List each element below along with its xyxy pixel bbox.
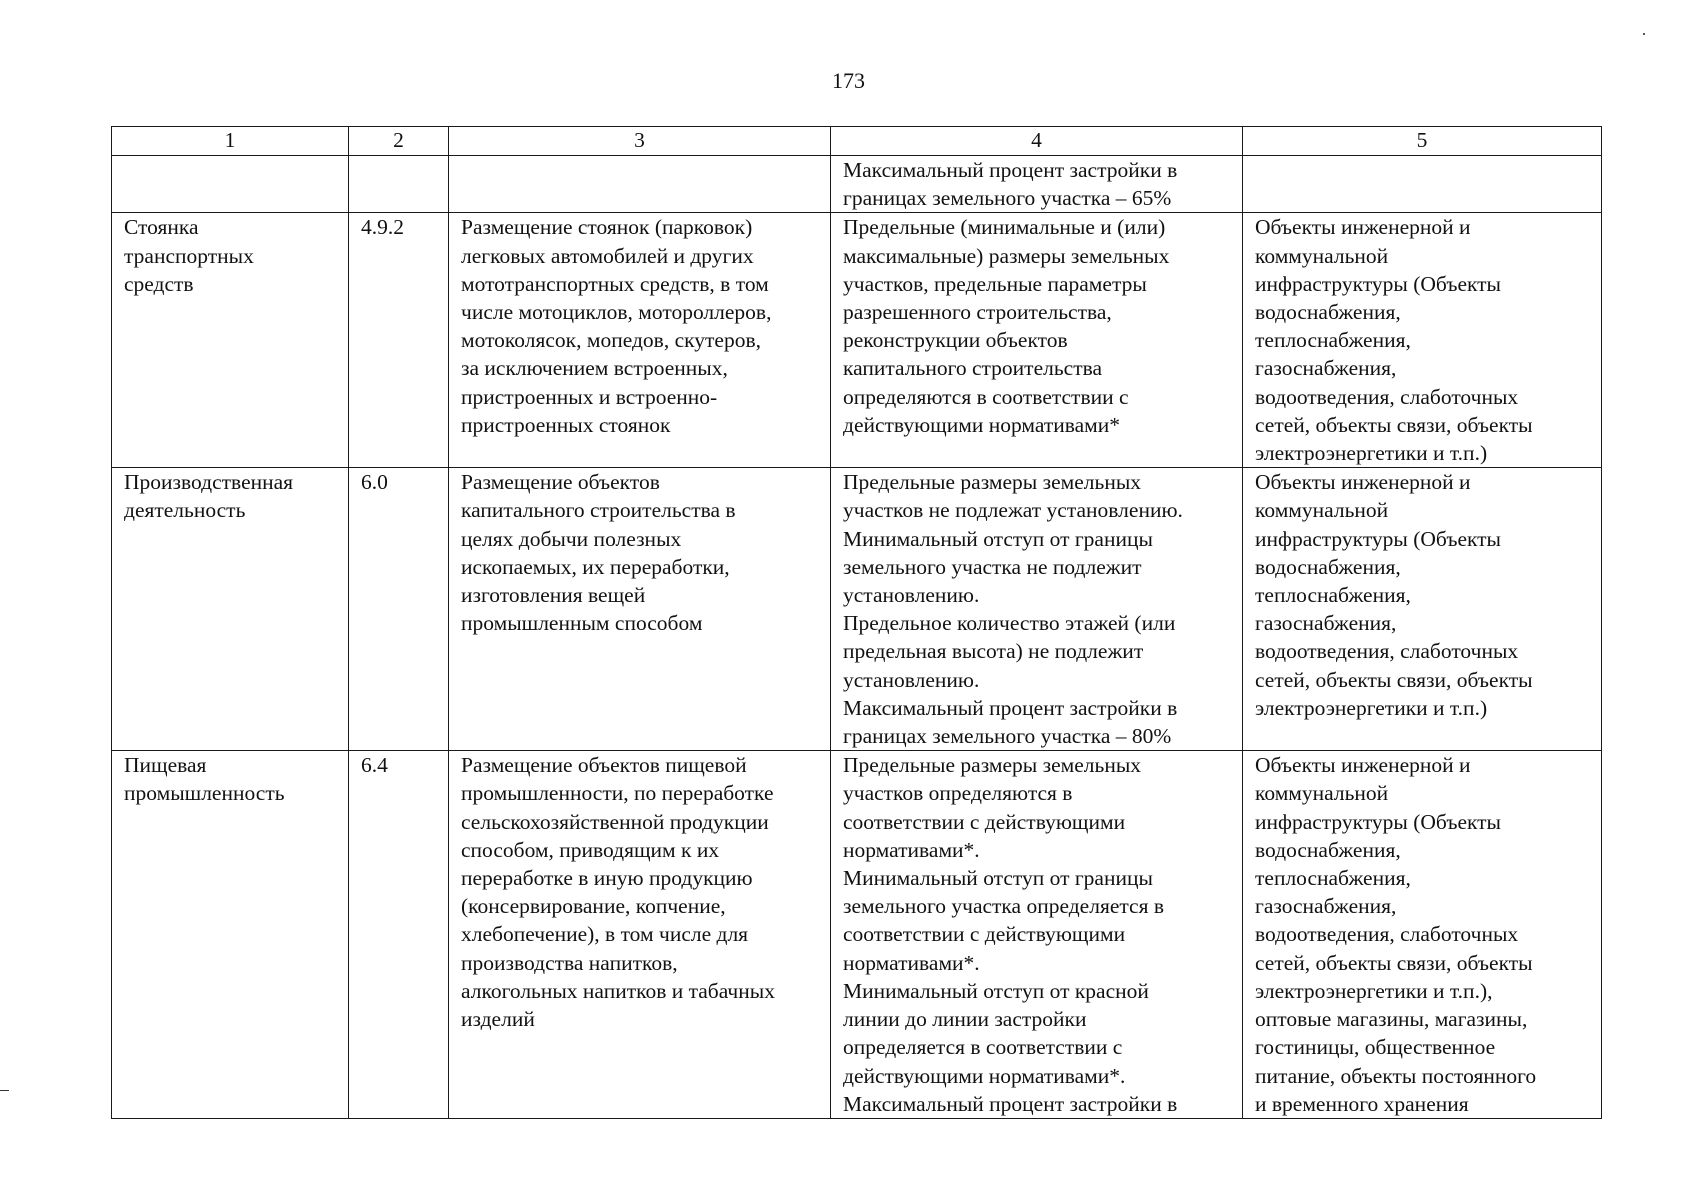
- table-header-row: [112, 127, 1602, 156]
- use-type-code-cell: 6.0: [349, 468, 449, 751]
- header-cell: 3: [449, 127, 831, 156]
- use-description-cell: [449, 156, 831, 213]
- permitted-objects-cell: Объекты инженерной и коммунальной инфраструктуры (Объекты водоснабжения, теплоснабжения, газоснабжения, водоотведения, слаботочных сетей, объекты связи, объекты электроэнергетики и т.п.): [1243, 468, 1602, 751]
- use-description-cell: Размещение объектов пищевой промышленности, по переработке сельскохозяйственной продукции способом, приводящим к их переработке в иную продукцию (консервирование, копчение, хлебопечение), в том числе для производства напитков, алкогольных напитков и табачных изделий: [449, 751, 831, 1119]
- permitted-objects-cell: Объекты инженерной и коммунальной инфраструктуры (Объекты водоснабжения, теплоснабжения, газоснабжения, водоотведения, слаботочных сетей, объекты связи, объекты электроэнергетики и т.п.), оптовые магазины, магазины, гостиницы, общественное питание, объекты постоянного и временного хранения: [1243, 751, 1602, 1119]
- table-row: [112, 751, 1602, 1119]
- land-use-table: [111, 126, 1602, 1119]
- parameters-cell: Максимальный процент застройки в границах земельного участка – 65%: [831, 156, 1243, 213]
- use-type-name-cell: Производственная деятельность: [112, 468, 349, 751]
- header-cell: 1: [112, 127, 349, 156]
- use-type-code-cell: 4.9.2: [349, 213, 449, 468]
- use-description-cell: Размещение объектов капитального строительства в целях добычи полезных ископаемых, их переработки, изготовления вещей промышленным способом: [449, 468, 831, 751]
- scan-edge-mark: [0, 1090, 9, 1091]
- use-description-cell: Размещение стоянок (парковок) легковых автомобилей и других мототранспортных средств, в том числе мотоциклов, мотороллеров, мотоколясок, мопедов, скутеров, за исключением встроенных, пристроенных и встроенно- пристроенных стоянок: [449, 213, 831, 468]
- use-type-name-cell: [112, 156, 349, 213]
- page-number: 173: [832, 68, 865, 93]
- permitted-objects-cell: [1243, 156, 1602, 213]
- parameters-cell: Предельные размеры земельных участков определяются в соответствии с действующими нормативами*. Минимальный отступ от границы земельного участка определяется в соответствии с действующими нормативами*. Минимальный отступ от красной линии до линии застройки определяется в соответствии с действующими нормативами*. Максимальный процент застройки в: [831, 751, 1243, 1119]
- use-type-code-cell: 6.4: [349, 751, 449, 1119]
- parameters-cell: Предельные размеры земельных участков не подлежат установлению. Минимальный отступ от границы земельного участка не подлежит установлению. Предельное количество этажей (или предельная высота) не подлежит установлению. Максимальный процент застройки в границах земельного участка – 80%: [831, 468, 1243, 751]
- parameters-cell: Предельные (минимальные и (или) максимальные) размеры земельных участков, предельные параметры разрешенного строительства, реконструкции объектов капитального строительства определяются в соответствии с действующими нормативами*: [831, 213, 1243, 468]
- use-type-code-cell: [349, 156, 449, 213]
- table-row: [112, 468, 1602, 751]
- header-cell: 4: [831, 127, 1243, 156]
- use-type-name-cell: Стоянка транспортных средств: [112, 213, 349, 468]
- header-cell: 5: [1243, 127, 1602, 156]
- permitted-objects-cell: Объекты инженерной и коммунальной инфраструктуры (Объекты водоснабжения, теплоснабжения, газоснабжения, водоотведения, слаботочных сетей, объекты связи, объекты электроэнергетики и т.п.): [1243, 213, 1602, 468]
- scan-dot-mark: [1643, 33, 1645, 35]
- table-row: [112, 213, 1602, 468]
- header-cell: 2: [349, 127, 449, 156]
- table-row: [112, 156, 1602, 213]
- use-type-name-cell: Пищевая промышленность: [112, 751, 349, 1119]
